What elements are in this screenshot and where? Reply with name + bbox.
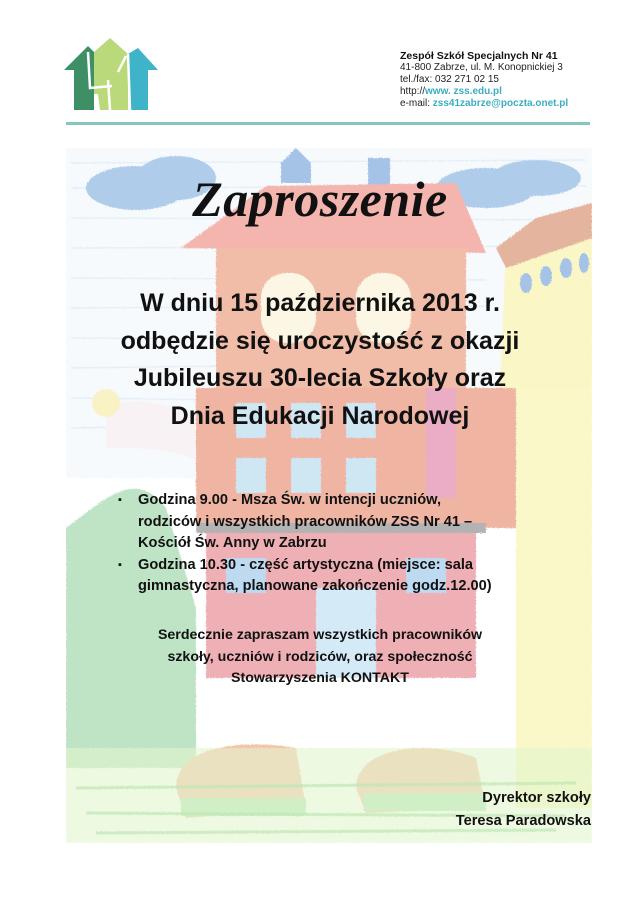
school-logo [64,38,158,110]
schedule-item [118,555,598,598]
website-line [400,86,568,98]
organization-name: Zespół Szkół Specjalnych Nr 41 [400,50,558,62]
schedule-line: Godzina 10.30 - część artystyczna (miejsce: sala [138,556,474,573]
email-link[interactable]: zss41zabrze@poczta.onet.pl [432,98,569,109]
headline [0,285,640,435]
email-line [400,98,568,110]
invite-text [0,625,640,690]
invite-line: Serdecznie zapraszam wszystkich pracowników [157,627,483,643]
schedule-line: Kościół Św. Anny w Zabrzu [138,535,327,551]
page-title: Zaproszenie [192,171,448,227]
email-prefix: e-mail: [400,98,433,109]
address: 41-800 Zabrze, ul. M. Konopnickiej 3 [400,62,563,73]
website-link[interactable]: www. zss.edu.pl [425,86,502,97]
house-41-logo-icon [64,38,158,110]
signature [456,787,591,833]
headline-line: odbędzie się uroczystość z okazji [120,326,520,355]
signature-name: Teresa Paradowska [455,813,591,829]
headline-line: Dnia Edukacji Narodowej [170,401,470,430]
bullet-square-icon: ▪ [118,494,122,506]
invite-line: szkoły, uczniów i rodziców, oraz społeczność [167,648,473,665]
schedule-line: gimnastyczna, planowane zakończenie godz.12.00) [138,578,492,594]
contact-block [400,50,568,110]
invite-line: Stowarzyszenia KONTAKT [231,670,409,686]
headline-line: Jubileuszu 30-lecia Szkoły oraz [133,364,507,392]
schedule-list [118,490,598,598]
schedule-line: rodziców i wszystkich pracowników ZSS Nr 41 – [138,513,473,530]
signature-role: Dyrektor szkoły [482,790,591,806]
headline-line: W dniu 15 października 2013 r. [140,289,500,317]
web-prefix: http:// [400,86,426,97]
bullet-square-icon: ▪ [118,558,122,571]
schedule-line: Godzina 9.00 - Msza Św. w intencji uczniów, [138,492,442,508]
phone: tel./fax: 032 271 02 15 [400,74,499,85]
header-divider [66,122,590,125]
schedule-item [118,490,598,555]
